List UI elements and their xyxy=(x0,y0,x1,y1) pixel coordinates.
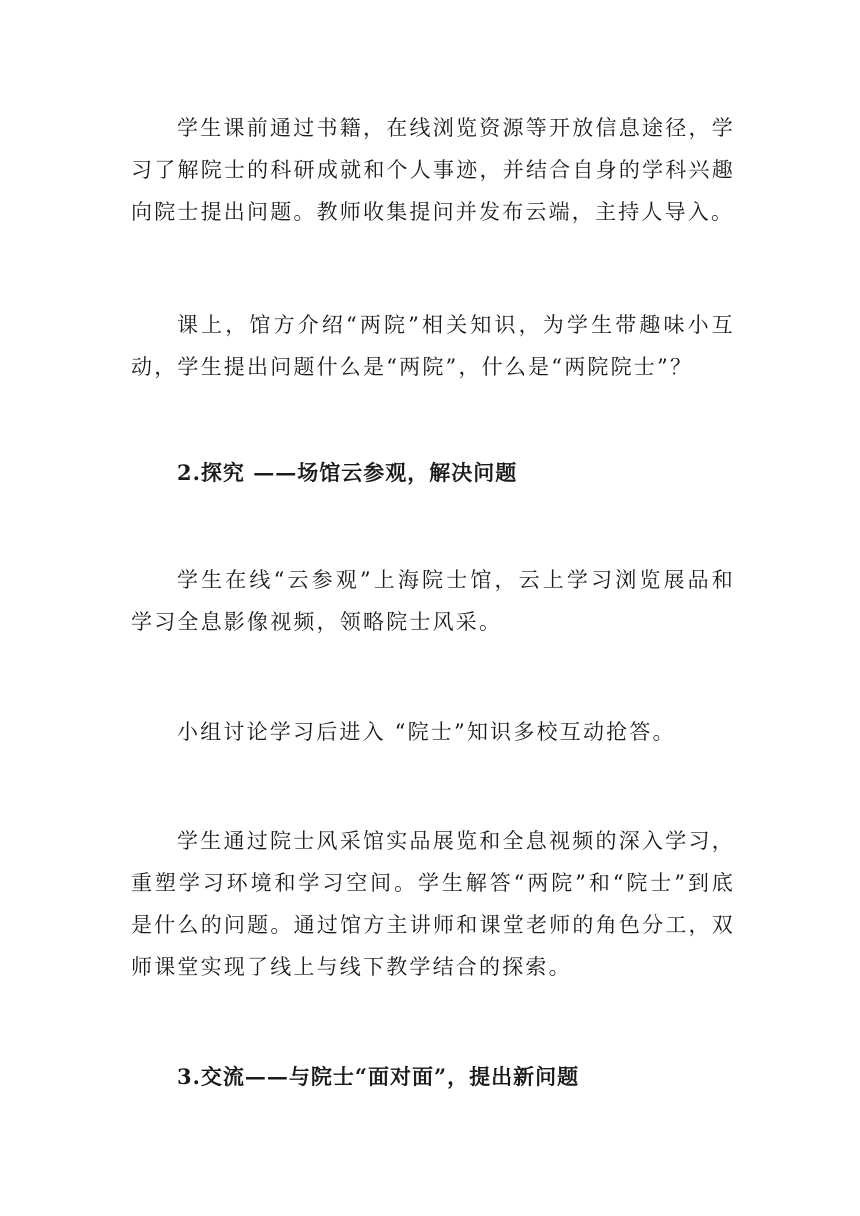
paragraph-preclass-preparation: 学生课前通过书籍，在线浏览资源等开放信息途径，学习了解院士的科研成就和个人事迹，并结合自身的学科兴趣向院士提出问题。教师收集提问并发布云端，主持人导入。 xyxy=(131,116,735,224)
section-heading-explore: 2.探究 ——场馆云参观，解决问题 xyxy=(177,460,518,485)
paragraph-in-class-introduction: 课上，馆方介绍“两院”相关知识，为学生带趣味小互动，学生提出问题什么是“两院”，什么是“两院院士”？ xyxy=(131,313,735,379)
paragraph-group-quiz: 小组讨论学习后进入 “院士”知识多校互动抢答。 xyxy=(177,720,676,744)
paragraph-cloud-visit: 学生在线“云参观”上海院士馆，云上学习浏览展品和学习全息影像视频，领略院士风采。 xyxy=(131,568,735,634)
section-heading-exchange: 3.交流——与院士“面对面”，提出新问题 xyxy=(177,1064,580,1089)
paragraph-deep-learning: 学生通过院士风采馆实品展览和全息视频的深入学习，重塑学习环境和学习空间。学生解答“两院”和“院士”到底是什么的问题。通过馆方主讲师和课堂老师的角色分工，双师课堂实现了线上与线下教学结合的探索。 xyxy=(131,829,735,979)
